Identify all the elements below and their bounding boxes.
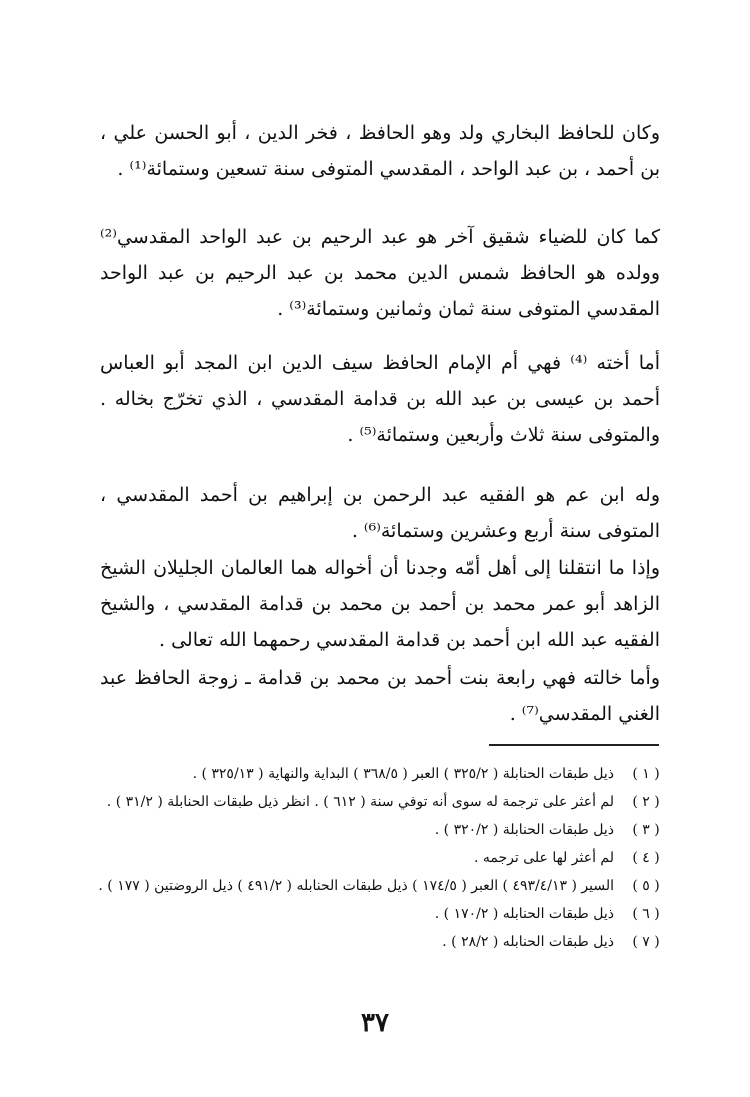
footnote-item <box>90 872 670 900</box>
footnote-text: ذيل طبقات الحنابلة ( ٣٢٥/٢ ) العبر ( ٣٦٨/٥ ) البداية والنهاية ( ٣٢٥/١٣ ) . <box>192 766 614 782</box>
page-number: ٣٧ <box>361 1008 389 1038</box>
footnote-text: ذيل طبقات الحنابلة ( ٣٢٠/٢ ) . <box>434 822 614 838</box>
footnotes <box>90 760 670 956</box>
footnote-text: السير ( ٤٩٣/٤/١٣ ) العبر ( ١٧٤/٥ ) ذيل طبقات الحنابله ( ٤٩١/٢ ) ذيل الروضتين ( ١٧٧ ) . <box>98 878 614 894</box>
paragraph-6: وأما خالته فهي رابعة بنت أحمد بن محمد بن قدامة ـ زوجة الحافظ عبد الغني المقدسي⁽⁷⁾ . <box>100 667 660 725</box>
paragraph-4: وله ابن عم هو الفقيه عبد الرحمن بن إبراهيم بن أحمد المقدسي ، المتوفى سنة أربع وعشرين وستمائة⁽⁶⁾ . <box>100 484 660 542</box>
footnote-number: ( ٣ ) <box>632 822 660 838</box>
footnote-separator <box>489 744 659 746</box>
footnote-number: ( ١ ) <box>632 766 660 782</box>
footnote-number: ( ٤ ) <box>632 850 660 866</box>
footnote-number: ( ٥ ) <box>632 878 660 894</box>
footnote-text: ذيل طبقات الحنابله ( ٢٨/٢ ) . <box>442 934 614 950</box>
footnote-number: ( ٦ ) <box>632 906 660 922</box>
footnote-text: لم أعثر لها على ترجمه . <box>474 850 614 866</box>
paragraph-1: وكان للحافظ البخاري ولد وهو الحافظ ، فخر الدين ، أبو الحسن علي ، بن أحمد ، بن عبد الواحد ، المقدسي المتوفى سنة تسعين وستمائة⁽¹⁾ . <box>100 122 660 180</box>
footnote-item <box>90 844 670 872</box>
footnote-item <box>90 900 670 928</box>
footnote-text: لم أعثر على ترجمة له سوى أنه توفي سنة ( ٦١٢ ) . انظر ذيل طبقات الحنابلة ( ٣١/٢ ) . <box>106 794 614 810</box>
footnote-item <box>90 760 670 788</box>
footnote-item <box>90 788 670 816</box>
footnote-item <box>90 928 670 956</box>
footnote-number: ( ٧ ) <box>632 934 660 950</box>
paragraph-3: أما أخته ⁽⁴⁾ فهي أم الإمام الحافظ سيف الدين ابن المجد أبو العباس أحمد بن عيسى بن عبد الله بن قدامة المقدسي ، الذي تخرّج بخاله . والمتوفى سنة ثلاث وأربعين وستمائة⁽⁵⁾ . <box>100 352 660 446</box>
footnote-text: ذيل طبقات الحنابله ( ١٧٠/٢ ) . <box>434 906 614 922</box>
paragraph-5: وإذا ما انتقلنا إلى أهل أمّه وجدنا أن أخواله هما العالمان الجليلان الشيخ الزاهد أبو عمر محمد بن أحمد بن محمد بن قدامة المقدسي ، والشيخ الفقيه عبد الله ابن أحمد بن قدامة المقدسي رحمهما الله تعالى . <box>100 557 660 651</box>
paragraph-2: كما كان للضياء شقيق آخر هو عبد الرحيم بن عبد الواحد المقدسي⁽²⁾ وولده هو الحافظ شمس الدين محمد بن عبد الرحيم بن عبد الواحد المقدسي المتوفى سنة ثمان وثمانين وستمائة⁽³⁾ . <box>100 226 660 320</box>
footnote-item <box>90 816 670 844</box>
footnote-number: ( ٢ ) <box>632 794 660 810</box>
